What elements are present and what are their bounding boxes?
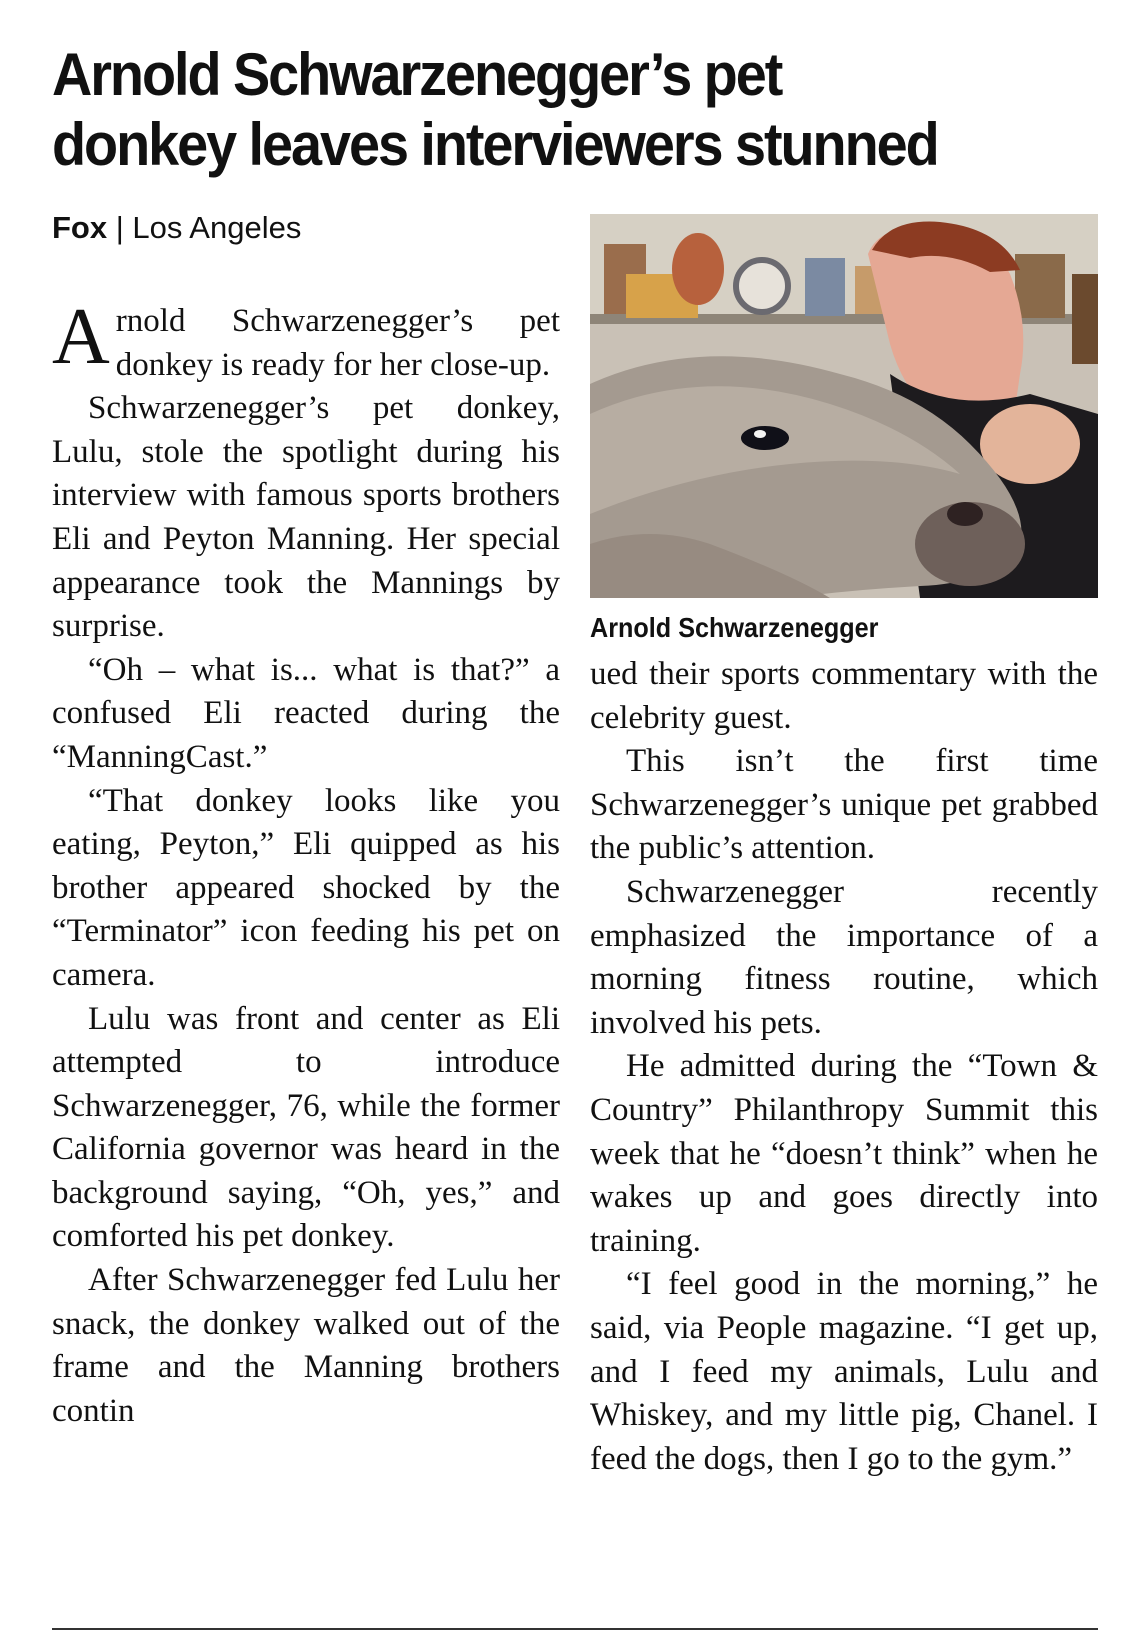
drop-cap: A: [52, 293, 110, 381]
headline-line-2: donkey leaves interviewers stunned: [52, 111, 938, 178]
photo-illustration: [590, 214, 1098, 598]
headline: [52, 40, 1019, 180]
byline: [52, 208, 301, 248]
article-paragraph: This isn’t the first time Schwarzenegger’s unique pet grabbed the public’s attention.: [590, 743, 1098, 867]
article-paragraph: Schwarzenegger recently emphasized the importance of a morning fitness routine, which involved his pets.: [590, 873, 1098, 1041]
article-paragraph: He admitted during the “Town & Country” Philanthropy Summit this week that he “doesn’t think” when he wakes up and goes directly into training.: [590, 1048, 1098, 1259]
byline-location: Los Angeles: [132, 210, 302, 245]
headline-line-1: Arnold Schwarzenegger’s pet: [52, 41, 782, 108]
article-column-right: [590, 653, 1098, 1481]
article-column-left: [52, 293, 560, 1433]
article-photo: [590, 214, 1098, 598]
article-paragraph: Schwarzenegger’s pet donkey, Lulu, stole the spotlight during his interview with famous sports brothers Eli and Peyton Manning. Her special appearance took the Mannings by surprise.: [52, 390, 560, 645]
byline-source: Fox: [52, 210, 108, 245]
article-paragraph: “I feel good in the morning,” he said, via People magazine. “I get up, and I feed my animals, Lulu and Whiskey, and my little pig, Chanel. I feed the dogs, then I go to the gym.”: [590, 1266, 1098, 1477]
byline-separator: |: [107, 210, 133, 245]
article-paragraph: “Oh – what is... what is that?” a confused Eli reacted during the “ManningCast.”: [52, 651, 560, 775]
article-paragraph: “That donkey looks like you eating, Peyton,” Eli quipped as his brother appeared shocked by the “Terminator” icon feeding his pet on camera.: [52, 782, 560, 993]
article-paragraph: After Schwarzenegger fed Lulu her snack, the donkey walked out of the frame and the Manning brothers contin: [52, 1262, 560, 1429]
article-paragraph: Lulu was front and center as Eli attempted to introduce Schwarzenegger, 76, while the former California governor was heard in the background saying, “Oh, yes,” and comforted his pet donkey.: [52, 1000, 560, 1255]
article-paragraph-text: rnold Schwarzenegger’s pet donkey is ready for her close-up.: [115, 303, 560, 383]
article-paragraph: ued their sports commentary with the celebrity guest.: [590, 656, 1098, 736]
bottom-rule: [52, 1628, 1098, 1630]
article-paragraph: [52, 293, 560, 387]
photo-caption: Arnold Schwarzenegger: [590, 612, 879, 643]
